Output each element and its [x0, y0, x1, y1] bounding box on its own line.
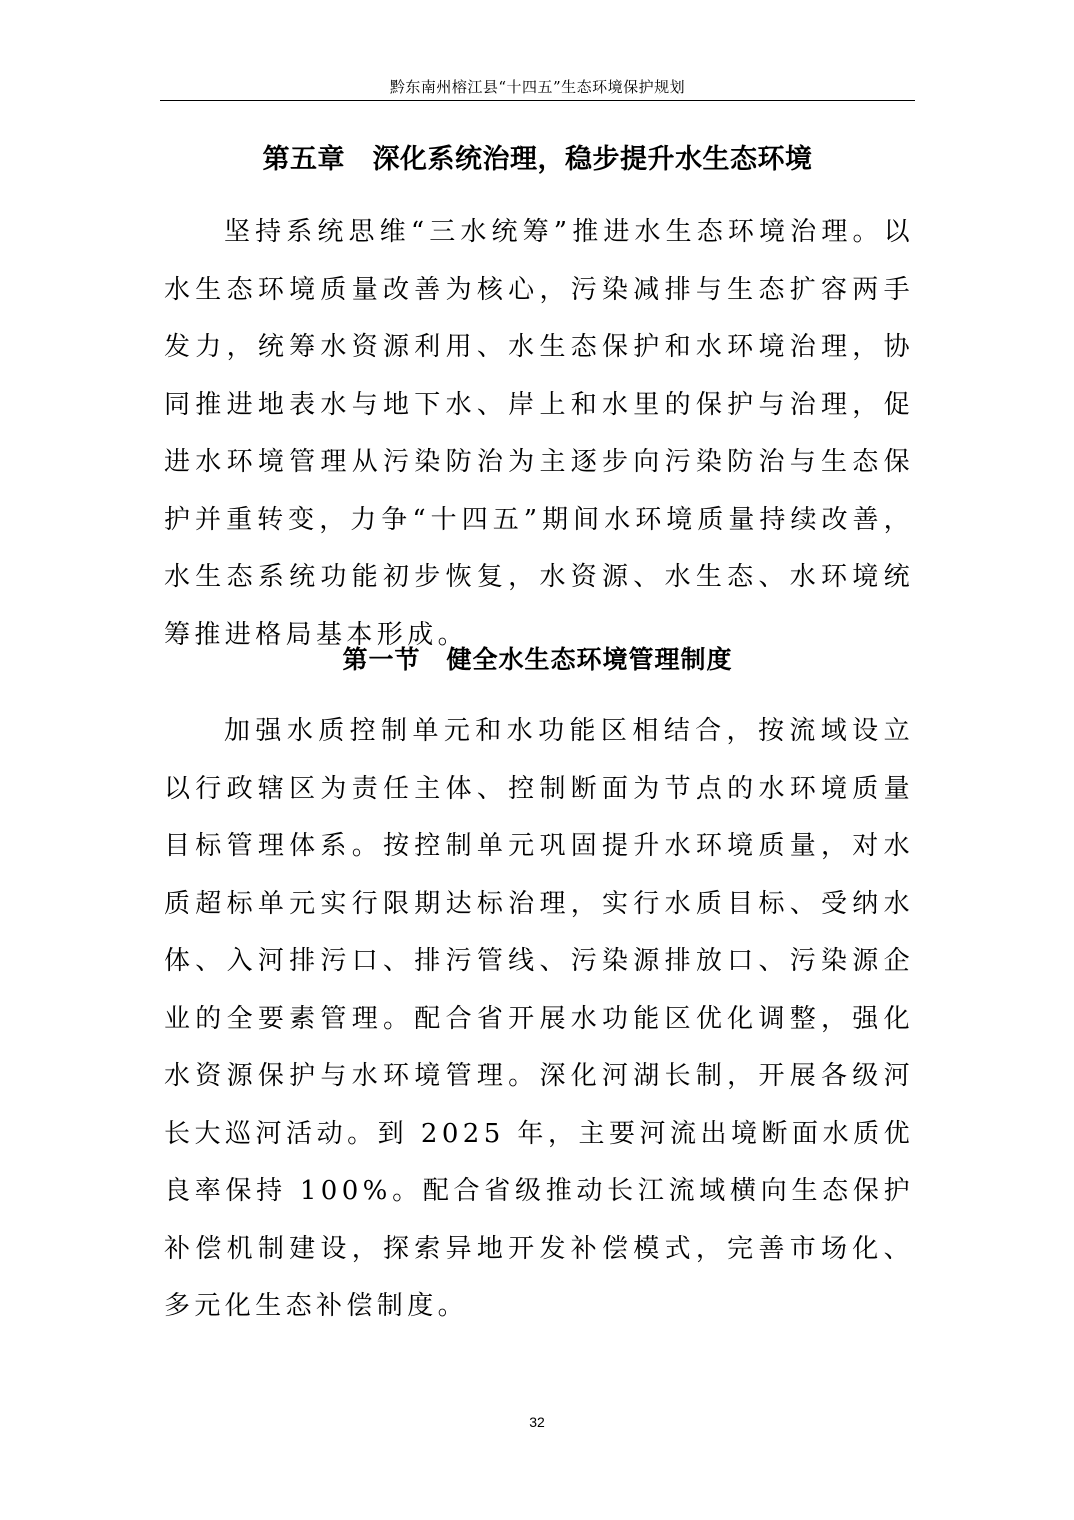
chapter-title: 第五章 深化系统治理，稳步提升水生态环境: [262, 144, 813, 175]
section-body-paragraph: 加强水质控制单元和水功能区相结合，按流域设立以行政辖区为责任主体、控制断面为节点的水环境质量目标管理体系。按控制单元巩固提升水环境质量，对水质超标单元实行限期达标治理，实行水质目标、受纳水体、入河排污口、排污管线、污染源排放口、污染源企业的全要素管理。配合省开展水功能区优化调整，强化水资源保护与水环境管理。深化河湖长制，开展各级河长大巡河活动。到 2025 年，主要河流出境断面水质优良率保持 100%。配合省级推动长江流域横向生态保护补偿机制建设，探索异地开发补偿模式，完善市场化、多元化生态补偿制度。: [164, 716, 914, 1321]
section-title: 第一节 健全水生态环境管理制度: [342, 645, 733, 674]
chapter-intro-paragraph: 坚持系统思维“三水统筹”推进水生态环境治理。以水生态环境质量改善为核心，污染减排与生态扩容两手发力，统筹水资源利用、水生态保护和水环境治理，协同推进地表水与地下水、岸上和水里的保护与治理，促进水环境管理从污染防治为主逐步向污染防治与生态保护并重转变，力争“十四五”期间水环境质量持续改善，水生态系统功能初步恢复，水资源、水生态、水环境统筹推进格局基本形成。: [164, 217, 914, 650]
page-number: 32: [529, 1414, 545, 1430]
running-header: 黔东南州榕江县“十四五”生态环境保护规划: [160, 76, 915, 101]
